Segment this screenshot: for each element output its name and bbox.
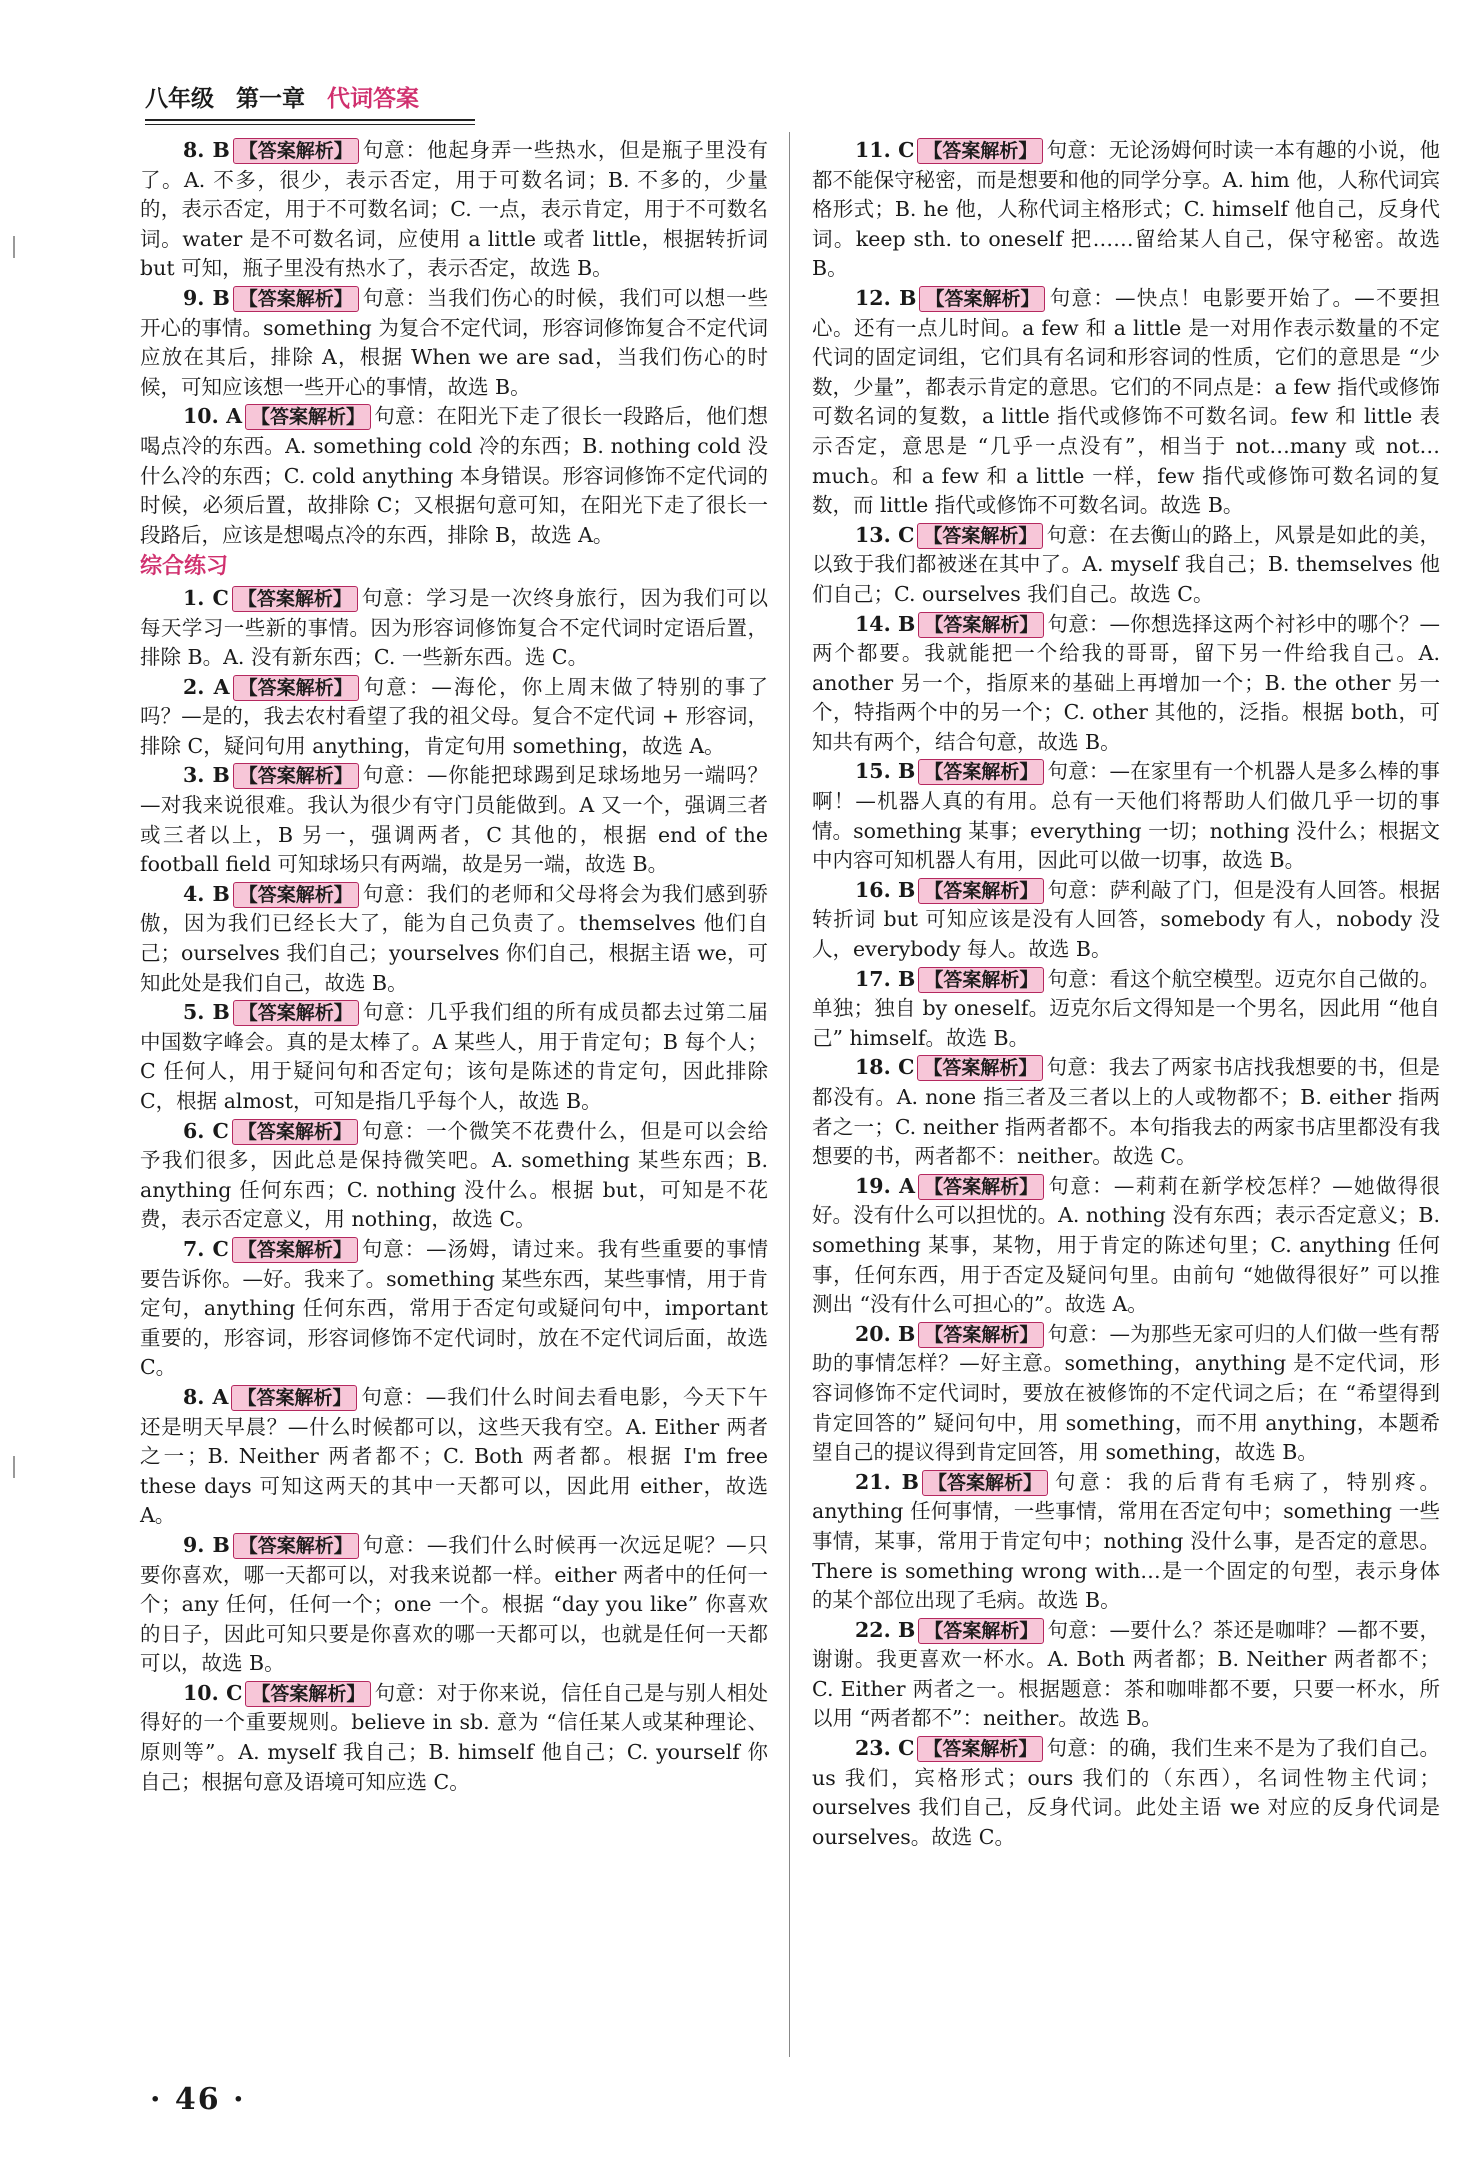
question-number: 16. B [855, 877, 916, 902]
explanation-text: 句意：—你想选择这两个衬衫中的哪个？—两个都要。我就能把一个给我的哥哥，留下另一件给我自己。A. another 另一个，指原来的基础上再增加一个；B. the other 另一个，特指两个中的另一个；C. other 其他的，泛指。根据 both，可知共有两个，结合句意，故选 B。 [812, 611, 1440, 754]
answer-analysis-tag: 【答案解析】 [922, 1470, 1048, 1496]
answer-entry [140, 1235, 768, 1383]
answer-analysis-tag: 【答案解析】 [233, 675, 359, 701]
question-number: 20. B [855, 1321, 916, 1346]
explanation-text: 句意：—莉莉在新学校怎样？—她做得很好。没有什么可以担忧的。A. nothing 没有东西；表示否定意义；B. something 某事，某物，用于肯定的陈述句里；C. anything 任何事，任何东西，用于否定及疑问句里。由前句 “她做得很好” 可以推测出 “没有什么可担心的”。故选 A。 [812, 1173, 1440, 1317]
answer-analysis-tag: 【答案解析】 [233, 1000, 359, 1026]
chapter-label: 第一章 [236, 85, 305, 112]
answer-analysis-tag: 【答案解析】 [917, 138, 1043, 164]
question-number: 18. C [855, 1055, 915, 1080]
question-number: 1. C [183, 585, 229, 610]
question-number: 21. B [855, 1469, 919, 1494]
question-number: 17. B [855, 966, 916, 991]
answer-analysis-tag: 【答案解析】 [245, 1681, 371, 1707]
explanation-text: 句意：无论汤姆何时读一本有趣的小说，他都不能保守秘密，而是想要和他的同学分享。A. him 他，人称代词宾格形式；B. he 他，人称代词主格形式；C. himself 他自己，反身代词。keep sth. to oneself 把……留给某人自己，保守秘密。故选 B。 [812, 138, 1441, 281]
question-number: 3. B [183, 763, 230, 788]
answer-analysis-tag: 【答案解析】 [233, 763, 359, 789]
answer-entry [812, 136, 1440, 284]
answer-analysis-tag: 【答案解析】 [232, 586, 358, 612]
explanation-text: 句意：—快点！电影要开始了。—不要担心。还有一点儿时间。a few 和 a little 是一对用作表示数量的不定代词的固定词组，它们具有名词和形容词的性质，它们的意思是 “少数，少量”，都表示肯定的意思。它们的不同点是：a few 指代或修饰可数名词的复数，a little 指代或修饰不可数名词。few 和 little 表示否定，意思是 “几乎一点没有”，相当于 not…many 或 not…much。和 a few 和 a little 一样，few 指代或修饰可数名词的复数，而 little 指代或修饰不可数名词。故选 B。 [812, 285, 1440, 518]
answer-analysis-tag: 【答案解析】 [232, 1119, 358, 1145]
answer-entry [812, 1468, 1440, 1616]
answer-analysis-tag: 【答案解析】 [918, 1618, 1044, 1644]
explanation-text: 句意：在去衡山的路上，风景是如此的美，以致于我们都被迷在其中了。A. myself 我自己；B. themselves 他们自己；C. ourselves 我们自己。故选 C。 [812, 522, 1441, 606]
explanation-text: 句意：当我们伤心的时候，我们可以想一些开心的事情。something 为复合不定代词，形容词修饰复合不定代词应放在其后，排除 A，根据 When we are sad，当我们伤心的时候，可知应该想一些开心的事情，故选 B。 [140, 285, 768, 399]
explanation-text: 句意：的确，我们生来不是为了我们自己。us 我们，宾格形式；ours 我们的（东西），名词性物主代词；ourselves 我们自己，反身代词。此处主语 we 对应的反身代词是 ourselves。故选 C。 [812, 1736, 1441, 1849]
question-number: 6. C [183, 1118, 229, 1143]
answer-entry [812, 1616, 1440, 1734]
explanation-text: 句意：几乎我们组的所有成员都去过第二届中国数字峰会。真的是太棒了。A 某些人，用于肯定句；B 每个人；C 任何人，用于疑问句和否定句；该句是陈述的肯定句，因此排除 C，根据 almost，可知是指几乎每个人，故选 B。 [140, 1000, 768, 1113]
answer-entry [140, 673, 768, 762]
question-number: 22. B [855, 1617, 916, 1642]
answer-analysis-tag: 【答案解析】 [918, 878, 1044, 904]
answer-analysis-tag: 【答案解析】 [918, 1174, 1044, 1200]
answer-entry [812, 521, 1440, 610]
explanation-text: 句意：一个微笑不花费什么，但是可以会给予我们很多，因此总是保持微笑吧。A. something 某些东西；B. anything 任何东西；C. nothing 没什么。根据 but，可知是不花费，表示否定意义，用 nothing，故选 C。 [140, 1118, 769, 1232]
answer-analysis-tag: 【答案解析】 [919, 286, 1045, 312]
answer-analysis-tag: 【答案解析】 [231, 1385, 357, 1411]
explanation-text: 句意：萨利敲了门，但是没有人回答。根据转折词 but 可知应该是没有人回答，somebody 有人，nobody 没人，everybody 每人。故选 B。 [812, 877, 1440, 962]
explanation-text: 句意：—我们什么时候再一次远足呢？—只要你喜欢，哪一天都可以，对我来说都一样。either 两者中的任何一个；any 任何，任何一个；one 一个。根据 “day you like” 你喜欢的日子，因此可知只要是你喜欢的哪一天都可以，也就是任何一天都可以，故选 B。 [140, 1532, 768, 1676]
answer-entry [812, 876, 1440, 965]
explanation-text: 句意：—要什么？茶还是咖啡？—都不要，谢谢。我更喜欢一杯水。A. Both 两者都；B. Neither 两者都不；C. Either 两者之一。根据题意：茶和咖啡都不要，只要一杯水，所以用 “两者都不”：neither。故选 B。 [812, 1617, 1440, 1731]
answer-entry [812, 1172, 1440, 1320]
page-number: · 46 · [150, 2082, 246, 2117]
margin-mark [13, 236, 15, 258]
answer-entry [140, 761, 768, 879]
question-number: 5. B [183, 1000, 230, 1025]
explanation-text: 句意：看这个航空模型。迈克尔自己做的。单独；独自 by oneself。迈克尔后文得知是一个男名，因此用 “他自己” himself。故选 B。 [812, 966, 1440, 1050]
explanation-text: 句意：我的后背有毛病了，特别疼。anything 任何事情，一些事情，常用在否定句中；something 一些事情，某事，常用于肯定句中；nothing 没什么事，是否定的意思。There is something wrong with…是一个固定的句型，表示身体的某个部位出现了毛病。故选 B。 [812, 1469, 1440, 1613]
answer-analysis-tag: 【答案解析】 [232, 1237, 358, 1263]
grade-label: 八年级 [145, 85, 214, 112]
question-number: 8. A [183, 1384, 229, 1409]
answer-analysis-tag: 【答案解析】 [233, 138, 359, 164]
answer-analysis-tag: 【答案解析】 [918, 967, 1044, 993]
question-number: 14. B [855, 611, 916, 636]
answer-entry [140, 1679, 768, 1797]
explanation-text: 句意：—你能把球踢到足球场地另一端吗？—对我来说很难。我认为很少有守门员能做到。A 又一个，强调三者或三者以上，B 另一，强调两者，C 其他的，根据 end of the football field 可知球场只有两端，故是另一端，故选 B。 [140, 763, 768, 877]
question-number: 11. C [855, 138, 915, 162]
answer-entry [140, 1117, 768, 1235]
header-rule-thin [145, 124, 475, 125]
answer-analysis-tag: 【答案解析】 [917, 523, 1043, 549]
answer-entry [140, 584, 768, 673]
answer-entry [140, 136, 768, 284]
explanation-text: 句意：我去了两家书店找我想要的书，但是都没有。A. none 指三者及三者以上的人或物都不；B. either 指两者之一；C. neither 指两者都不。本句指我去的两家书店里都没有我想要的书，两者都不：neither。故选 C。 [812, 1055, 1441, 1169]
explanation-text: 句意：我们的老师和父母将会为我们感到骄傲，因为我们已经长大了，能为自己负责了。themselves 他们自己；ourselves 我们自己；yourselves 你们自己，根据主语 we，可知此处是我们自己，故选 B。 [140, 881, 768, 995]
question-number: 4. B [183, 881, 230, 906]
question-number: 13. C [855, 522, 915, 547]
question-number: 9. B [183, 1532, 230, 1557]
answer-entry [812, 1320, 1440, 1468]
question-number: 15. B [855, 759, 916, 784]
answer-analysis-tag: 【答案解析】 [233, 286, 359, 312]
question-number: 9. B [183, 285, 230, 310]
explanation-text: 句意：他起身弄一些热水，但是瓶子里没有了。A. 不多，很少，表示否定，用于可数名词；B. 不多的，少量的，表示否定，用于不可数名词；C. 一点，表示肯定，用于不可数名词。water 是不可数名词，应使用 a little 或者 little，根据转折词 but 可知，瓶子里没有热水了，表示否定，故选 B。 [140, 138, 768, 281]
answer-entry [140, 402, 768, 550]
answer-entry [812, 1734, 1440, 1852]
question-number: 10. C [183, 1680, 243, 1705]
answer-analysis-tag: 【答案解析】 [233, 882, 359, 908]
section-heading: 综合练习 [140, 553, 229, 580]
answer-entry [812, 610, 1440, 758]
column-divider [789, 132, 790, 2057]
explanation-text: 句意：—为那些无家可归的人们做一些有帮助的事情怎样？—好主意。something，anything 是不定代词，形容词修饰不定代词时，要放在被修饰的不定代词之后；在 “希望得到肯定回答的” 疑问句中，用 something，而不用 anything，本题希望自己的提议得到肯定回答，用 something，故选 B。 [812, 1321, 1440, 1465]
question-number: 12. B [855, 285, 917, 310]
margin-mark [13, 1456, 15, 1478]
question-number: 23. C [855, 1736, 915, 1761]
question-number: 8. B [183, 138, 230, 162]
page-header [145, 80, 475, 125]
section-label: 代词答案 [327, 85, 419, 112]
explanation-text: 句意：在阳光下走了很长一段路后，他们想喝点冷的东西。A. something cold 冷的东西；B. nothing cold 没什么冷的东西；C. cold anything 本身错误。形容词修饰不定代词的时候，必须后置，故排除 C；又根据句意可知，在阳光下走了很长一段路后，应该是想喝点冷的东西，排除 B，故选 A。 [140, 404, 768, 547]
explanation-text: 句意：—海伦，你上周末做了特别的事了吗？—是的，我去农村看望了我的祖父母。复合不定代词 + 形容词，排除 C，疑问句用 anything，肯定句用 something，故选 A。 [140, 674, 768, 758]
right-column [812, 136, 1440, 1852]
answer-entry [812, 965, 1440, 1054]
explanation-text: 句意：—我们什么时间去看电影，今天下午还是明天早晨？—什么时候都可以，这些天我有空。A. Either 两者之一；B. Neither 两者都不；C. Both 两者都。根据 I'm free these days 可知这两天的其中一天都可以，因此用 either，故选 A。 [140, 1384, 769, 1528]
answer-entry [140, 1383, 768, 1531]
question-number: 7. C [183, 1236, 229, 1261]
explanation-text: 句意：—在家里有一个机器人是多么棒的事啊！—机器人真的有用。总有一天他们将帮助人们做几乎一切的事情。something 某事；everything 一切；nothing 没什么；根据文中内容可知机器人有用，因此可以做一切事，故选 B。 [812, 759, 1440, 873]
explanation-text: 句意：学习是一次终身旅行，因为我们可以每天学习一些新的事情。因为形容词修饰复合不定代词时定语后置，排除 B。A. 没有新东西；C. 一些新东西。选 C。 [140, 585, 769, 670]
answer-analysis-tag: 【答案解析】 [917, 1055, 1043, 1081]
answer-entry [812, 1053, 1440, 1171]
explanation-text: 句意：对于你来说，信任自己是与别人相处得好的一个重要规则。believe in sb. 意为 “信任某人或某种理论、原则等”。A. myself 我自己；B. himself 他自己；C. yourself 你自己；根据句意及语境可知应选 C。 [140, 1680, 769, 1794]
left-column [140, 136, 768, 1797]
answer-entry [140, 284, 768, 402]
answer-analysis-tag: 【答案解析】 [917, 1736, 1043, 1762]
answer-entry [140, 1531, 768, 1679]
answer-analysis-tag: 【答案解析】 [918, 759, 1044, 785]
answer-entry [140, 880, 768, 998]
question-number: 10. A [183, 404, 242, 429]
answer-analysis-tag: 【答案解析】 [918, 612, 1044, 638]
answer-entry [812, 757, 1440, 875]
answer-analysis-tag: 【答案解析】 [918, 1322, 1044, 1348]
question-number: 2. A [183, 674, 230, 699]
answer-analysis-tag: 【答案解析】 [233, 1533, 359, 1559]
question-number: 19. A [855, 1173, 916, 1198]
header-rule [145, 119, 475, 121]
answer-entry [140, 998, 768, 1116]
answer-analysis-tag: 【答案解析】 [245, 404, 371, 430]
answer-entry [812, 284, 1440, 521]
explanation-text: 句意：—汤姆，请过来。我有些重要的事情要告诉你。—好。我来了。something 某些东西，某些事情，用于肯定句，anything 任何东西，常用于否定句或疑问句中，important 重要的，形容词，形容词修饰不定代词时，放在不定代词后面，故选 C。 [140, 1236, 769, 1380]
